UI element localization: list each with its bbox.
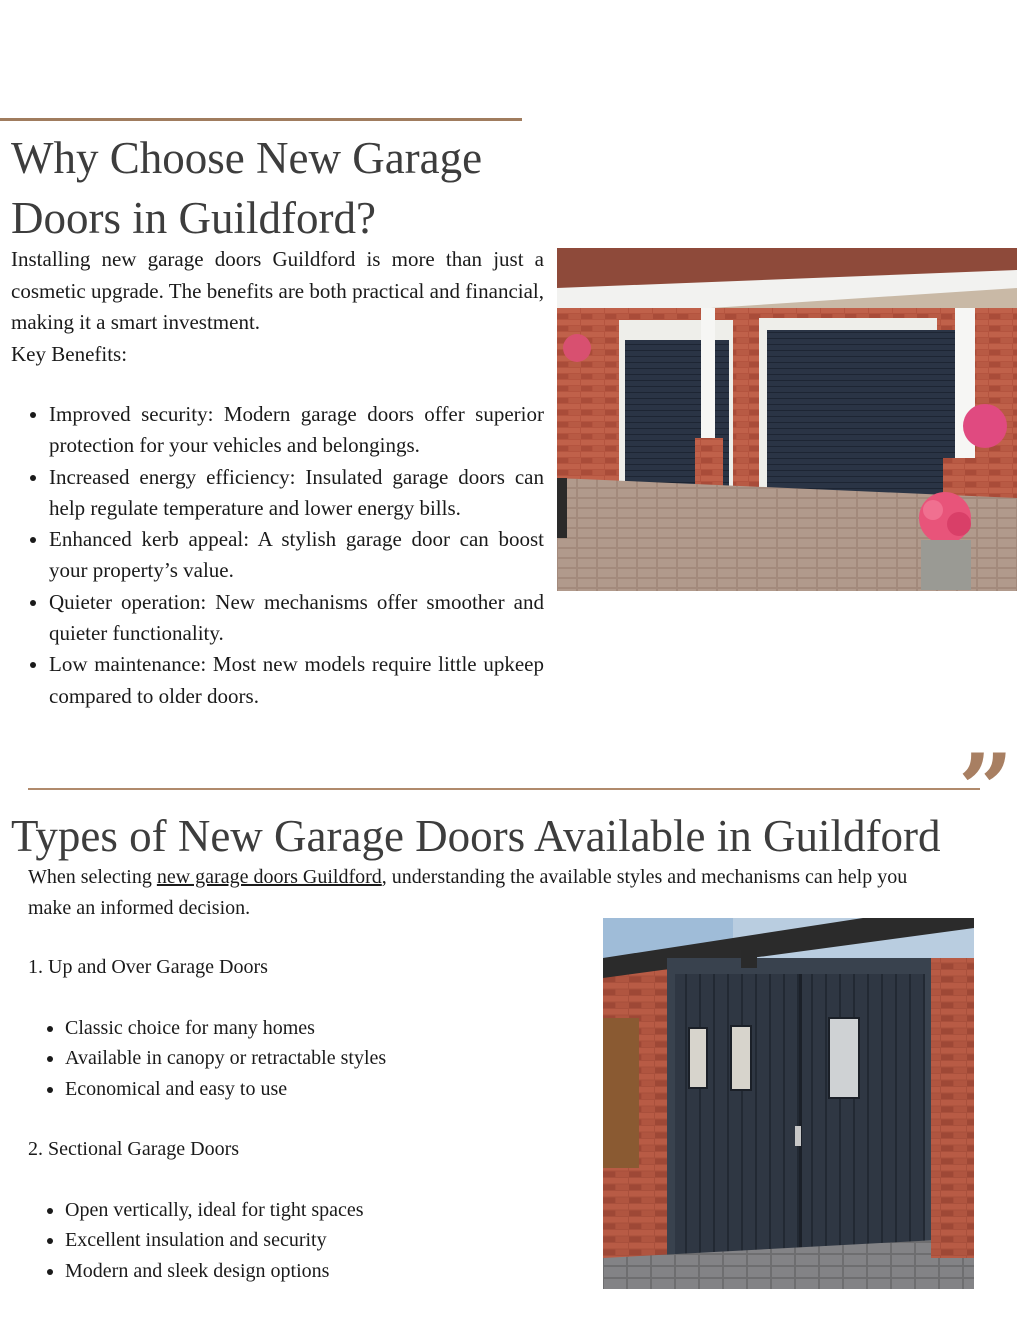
roller-garage-doors-photo: [557, 248, 1017, 591]
list-item: • Excellent insulation and security: [65, 1225, 364, 1255]
list-item: • Quieter operation: New mechanisms offer smoother and quieter functionality.: [49, 587, 544, 650]
intro-text: When selecting: [28, 866, 157, 888]
section2-intro: [28, 862, 948, 923]
subsection1-heading: 1. Up and Over Garage Doors: [28, 956, 268, 978]
quote-mark-icon: ”: [958, 733, 1010, 846]
list-item: • Enhanced kerb appeal: A stylish garage door can boost your property’s value.: [49, 524, 544, 587]
list-item: • Increased energy efficiency: Insulated garage doors can help regulate temperature and lower energy bills.: [49, 462, 544, 525]
new-garage-doors-guildford-link[interactable]: new garage doors Guildford: [156, 866, 382, 888]
list-item: • Improved security: Modern garage doors offer superior protection for your vehicles and belongings.: [49, 399, 544, 462]
section1-intro: [11, 244, 544, 370]
list-item: • Available in canopy or retractable styles: [65, 1043, 386, 1073]
up-and-over-list: [28, 1013, 386, 1104]
top-divider: [0, 118, 522, 121]
list-item: • Modern and sleek design options: [65, 1256, 364, 1286]
intro-paragraph: Installing new garage doors Guildford is more than just a cosmetic upgrade. The benefits are both practical and financial, making it a smart investment.: [11, 247, 544, 334]
key-benefits-label: Key Benefits:: [11, 341, 128, 366]
section2-title: Types of New Garage Doors Available in Guildford: [11, 811, 941, 861]
list-item: • Open vertically, ideal for tight spaces: [65, 1195, 364, 1225]
list-item: • Economical and easy to use: [65, 1074, 386, 1104]
section1-title: Why Choose New Garage Doors in Guildford?: [11, 133, 483, 243]
benefits-list: [11, 399, 544, 712]
middle-divider: [28, 788, 980, 790]
sectional-list: [28, 1195, 364, 1286]
list-item: • Classic choice for many homes: [65, 1013, 386, 1043]
list-item: • Low maintenance: Most new models require little upkeep compared to older doors.: [49, 649, 544, 712]
subsection2-heading: 2. Sectional Garage Doors: [28, 1138, 240, 1160]
side-hinged-garage-door-photo: [603, 918, 974, 1289]
intro-text: , understanding the available styles and mechanisms can help you make an informed decision.: [28, 866, 908, 919]
